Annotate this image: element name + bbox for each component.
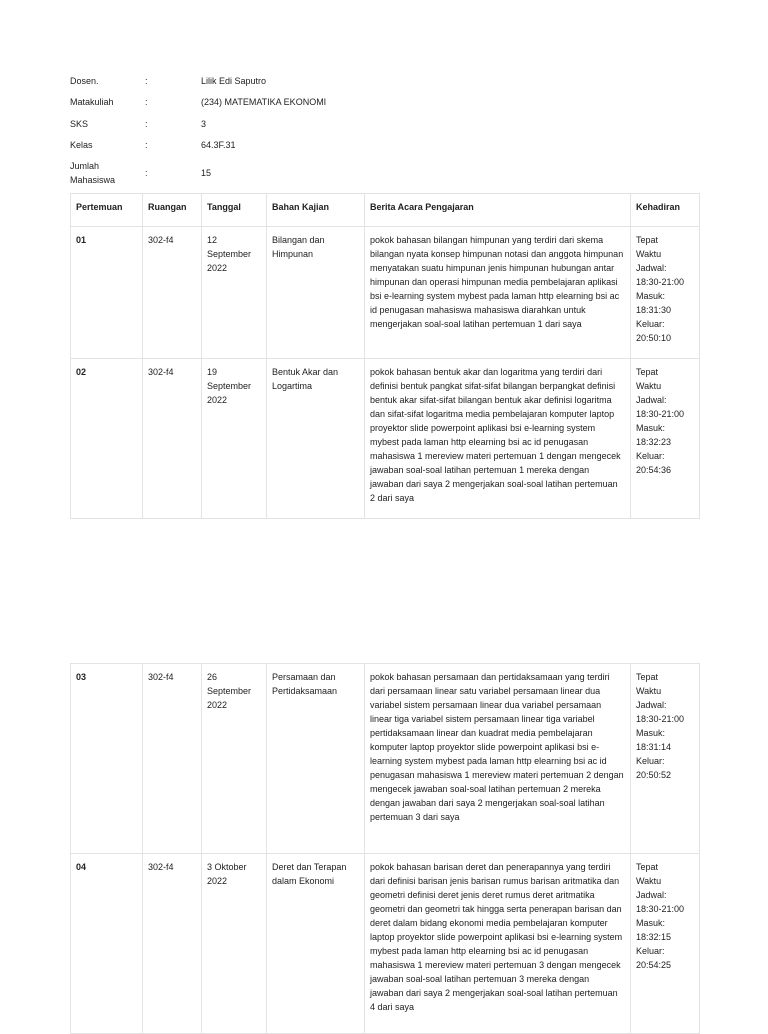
info-label: SKS — [70, 118, 89, 129]
cell-ruangan: 302-f4 — [143, 854, 202, 1034]
cell-tanggal: 19 September 2022 — [202, 359, 267, 519]
kehadiran-line: 18:32:23 — [636, 437, 672, 447]
cell-berita-acara: pokok bahasan bentuk akar dan logaritma yang terdiri dari definisi bentuk pangkat sifat-sifat bilangan berpangkat definisi bentuk akar sifat-sifat bilangan bentuk akar definisi logaritma dan sifat-sifat logaritma media pembelajaran komputer laptop proyektor slide powerpoint aplikasi bsi e-learning system mybest pada laman http elearning bsi ac id penugasan mahasiswa 1 mereview materi pertemuan 1 dengan mengecek jawaban soal-soal latihan pertemuan 1 mereka dengan jawaban dari saya 2 mengerjakan soal-soal latihan pertemuan 2 dari saya — [365, 359, 631, 519]
cell-bahan-kajian: Deret dan Terapan dalam Ekonomi — [267, 854, 365, 1034]
info-colon: : — [145, 140, 148, 150]
kehadiran-line: Waktu — [636, 686, 662, 696]
kehadiran-line: Waktu — [636, 876, 662, 886]
table-row — [71, 359, 700, 519]
kehadiran-line: Keluar: — [636, 756, 665, 766]
cell-pertemuan: 01 — [71, 227, 143, 359]
kehadiran-line: Masuk: — [636, 918, 666, 928]
kehadiran-line: Jadwal: — [636, 890, 667, 900]
info-row-jumlah-mahasiswa — [70, 156, 326, 190]
table-row — [71, 664, 700, 854]
info-label: Dosen. — [70, 75, 99, 86]
kehadiran-line: 18:30-21:00 — [636, 409, 685, 419]
kehadiran-line: Jadwal: — [636, 700, 667, 710]
cell-bahan-kajian: Bilangan dan Himpunan — [267, 227, 365, 359]
header-tanggal: Tanggal — [202, 194, 267, 227]
kehadiran-line: Tepat — [636, 367, 659, 377]
kehadiran-line: 18:30-21:00 — [636, 714, 685, 724]
cell-kehadiran — [631, 227, 700, 359]
kehadiran-line: Jadwal: — [636, 395, 667, 405]
table-header-row — [71, 194, 700, 227]
cell-ruangan: 302-f4 — [143, 227, 202, 359]
info-value: 15 — [201, 168, 212, 178]
kehadiran-line: 18:30-21:00 — [636, 904, 685, 914]
kehadiran-line: 20:50:52 — [636, 770, 672, 780]
cell-berita-acara: pokok bahasan bilangan himpunan yang terdiri dari skema bilangan nyata konsep himpunan notasi dan anggota himpunan menyatakan suatu himpunan jenis himpunan hubungan antar himpunan dan operasi himpunan media pembelajaran aplikasi bsi e-learning system mybest pada laman http elearning bsi ac id penugasan mahasiswa mahasiswa diarahkan untuk mengerjakan soal-soal latihan pertemuan 1 dari saya — [365, 227, 631, 359]
info-colon: : — [145, 75, 148, 86]
cell-tanggal: 12 September 2022 — [202, 227, 267, 359]
kehadiran-line: 20:50:10 — [636, 333, 672, 343]
info-label: Matakuliah — [70, 97, 114, 107]
cell-bahan-kajian: Persamaan dan Pertidaksamaan — [267, 664, 365, 854]
header-ruangan: Ruangan — [143, 194, 202, 227]
header-kehadiran: Kehadiran — [631, 194, 700, 227]
cell-ruangan: 302-f4 — [143, 664, 202, 854]
info-value: 3 — [201, 118, 207, 129]
info-label: Kelas — [70, 140, 93, 150]
cell-tanggal: 3 Oktober 2022 — [202, 854, 267, 1034]
cell-ruangan: 302-f4 — [143, 359, 202, 519]
header-berita-acara: Berita Acara Pengajaran — [365, 194, 631, 227]
info-colon: : — [145, 97, 148, 107]
cell-berita-acara: pokok bahasan barisan deret dan penerapannya yang terdiri dari definisi barisan jenis barisan rumus barisan aritmatika dan geometri definisi deret jenis deret rumus deret aritmatika geometri dan geometri tak hingga serta penerapan barisan dan deret dalam bidang ekonomi media pembelajaran komputer laptop proyektor slide powerpoint aplikasi bsi e-learning system mybest pada laman http elearning bsi ac id penugasan mahasiswa 1 mereview materi pertemuan 3 dengan mengecek jawaban soal-soal latihan pertemuan 3 mereka dengan jawaban dari saya 2 mengerjakan soal-soal latihan pertemuan 4 dari saya — [365, 854, 631, 1034]
kehadiran-line: Tepat — [636, 235, 659, 245]
kehadiran-line: Jadwal: — [636, 263, 667, 273]
cell-pertemuan: 04 — [71, 854, 143, 1034]
kehadiran-line: Masuk: — [636, 728, 666, 738]
cell-pertemuan: 02 — [71, 359, 143, 519]
info-value: (234) MATEMATIKA EKONOMI — [201, 97, 327, 107]
kehadiran-line: Tepat — [636, 862, 659, 872]
info-colon: : — [145, 118, 148, 129]
table-row — [71, 227, 700, 359]
info-row-kelas — [70, 134, 326, 156]
kehadiran-line: Masuk: — [636, 423, 666, 433]
kehadiran-line: 20:54:36 — [636, 465, 672, 475]
course-info — [70, 70, 326, 190]
header-bahan-kajian: Bahan Kajian — [267, 194, 365, 227]
kehadiran-line: Keluar: — [636, 451, 665, 461]
kehadiran-line: Tepat — [636, 672, 659, 682]
cell-pertemuan: 03 — [71, 664, 143, 854]
kehadiran-line: Waktu — [636, 249, 662, 259]
kehadiran-line: 18:31:14 — [636, 742, 672, 752]
info-value: Lilik Edi Saputro — [201, 75, 267, 86]
cell-berita-acara: pokok bahasan persamaan dan pertidaksamaan yang terdiri dari persamaan linear satu variabel persamaan linear dua variabel sistem persamaan linear dua variabel persamaan linear tiga variabel sistem persamaan linear tiga variabel pertidaksamaan linear dan kuadrat media pembelajaran komputer laptop proyektor slide powerpoint aplikasi bsi e-learning system mybest pada laman http elearning bsi ac id penugasan mahasiswa 1 mereview materi pertemuan 2 dengan mengecek jawaban soal-soal latihan pertemuan 2 mereka dengan jawaban dari saya 2 mengerjakan soal-soal latihan pertemuan 3 dari saya — [365, 664, 631, 854]
cell-bahan-kajian: Bentuk Akar dan Logartima — [267, 359, 365, 519]
info-label: Jumlah Mahasiswa — [70, 161, 116, 185]
table-row — [71, 854, 700, 1034]
kehadiran-line: 18:32:15 — [636, 932, 672, 942]
cell-kehadiran — [631, 359, 700, 519]
kehadiran-line: Waktu — [636, 381, 662, 391]
attendance-table-2 — [70, 663, 700, 1034]
attendance-table-1 — [70, 193, 700, 519]
kehadiran-line: 18:31:30 — [636, 305, 672, 315]
cell-kehadiran — [631, 664, 700, 854]
kehadiran-line: Keluar: — [636, 946, 665, 956]
info-value: 64.3F.31 — [201, 140, 236, 150]
info-row-sks — [70, 113, 326, 134]
kehadiran-line: 18:30-21:00 — [636, 277, 685, 287]
cell-tanggal: 26 September 2022 — [202, 664, 267, 854]
kehadiran-line: 20:54:25 — [636, 960, 672, 970]
kehadiran-line: Masuk: — [636, 291, 666, 301]
kehadiran-line: Keluar: — [636, 319, 665, 329]
info-row-dosen — [70, 70, 326, 91]
info-row-matakuliah — [70, 91, 326, 113]
cell-kehadiran — [631, 854, 700, 1034]
info-colon: : — [145, 168, 148, 178]
header-pertemuan: Pertemuan — [71, 194, 143, 227]
